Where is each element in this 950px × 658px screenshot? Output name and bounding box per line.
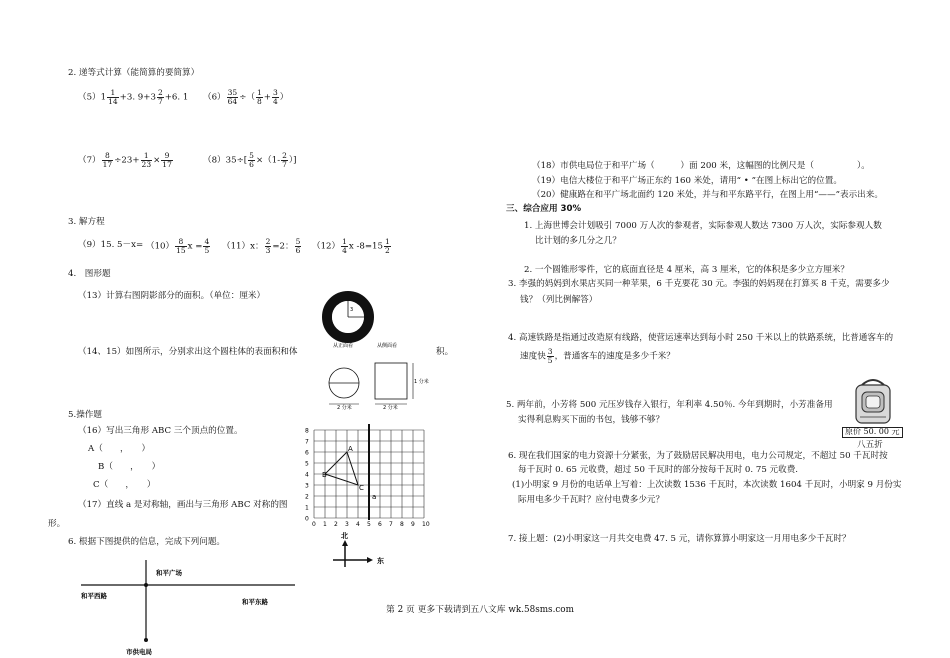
grid-x-tick-label: 3 <box>345 521 349 528</box>
power-bureau-point <box>144 638 148 642</box>
section-4-title: 4. 图形题 <box>68 269 111 279</box>
fraction: $\frac{2}{7}$ <box>157 88 163 106</box>
applied-1-line-2: 比计划的多几分之几？ <box>535 236 621 246</box>
fraction: $\frac{4}{5}$ <box>204 237 210 255</box>
fraction: $\frac{1}{2}$ <box>385 237 390 255</box>
fraction: $\frac{3}{4}$ <box>272 88 278 106</box>
applied-6-line-3: (1)小明家 9 月份的电话单上写着：上次读数 1536 千瓦时，本次读数 1604 千瓦时，小明家 9 月份实 <box>512 480 902 490</box>
applied-2: 2. 一个圆锥形零件，它的底面直径是 4 厘米，高 3 厘米，它的体积是多少立方厘米？ <box>524 265 849 275</box>
applied-6-line-4: 际用电多少千瓦时？应付电费多少元？ <box>518 495 665 505</box>
applied-3-line-1: 3. 李强的妈妈到水果店买同一种苹果，6 千克要花 30 元。李强的妈妈现在打算买 8 千克，需要多少 <box>508 279 890 289</box>
problem-14-15: （14、15）如图所示，分别求出这个圆柱体的表面积和体 <box>78 347 298 357</box>
fraction: $\frac{1}{14}$ <box>108 88 118 106</box>
compass-north-arrow <box>342 540 348 546</box>
fraction: $\frac{9}{17}$ <box>162 151 172 169</box>
grid-x-tick-label: 4 <box>356 521 360 528</box>
problem-20: （20）健康路在和平广场北面约 120 米处，并与和平东路平行，在图上用“——”表示出来。 <box>532 190 883 200</box>
applied-5-line-1: 5. 两年前，小芳将 500 元压岁钱存入银行，年利率 4.50％. 今年到期时，小芳准备用 <box>506 400 833 410</box>
section-3-title: 3. 解方程 <box>68 217 105 227</box>
problem-8: （8）35÷[ $\frac{5}{6}$ ×（1- $\frac{2}{7}$ ）] <box>203 151 297 169</box>
price-tag: 原价 50. 00 元 <box>842 427 903 438</box>
page-footer: 第 2 页 更多下载请到五八文库 wk.58sms.com <box>386 605 574 615</box>
problem-7: （7） $\frac{8}{17}$ ÷23+ $\frac{1}{23}$ × $\frac{9}{17}$ <box>78 151 172 169</box>
grid-y-tick-label: 2 <box>305 493 309 501</box>
section-5-title: 5.操作题 <box>68 410 102 420</box>
problem-13: （13）计算右图阴影部分的面积。（单位：厘米） <box>78 291 266 301</box>
grid-y-tick-label: 7 <box>305 438 309 446</box>
height-dimension-label: 1 分米 <box>414 379 429 385</box>
street-map <box>78 560 303 658</box>
fraction: $\frac{5}{6}$ <box>295 237 301 255</box>
heping-square-label: 和平广场 <box>156 569 182 577</box>
applied-5-line-2: 实得利息购买下面的书包，钱够不够？ <box>518 415 665 425</box>
point-b-blank: B（ ， ） <box>98 462 161 472</box>
applied-4-line-2: 速度快 $\frac{3}{5}$ ，普通客车的速度是多少千米？ <box>520 347 675 365</box>
grid-x-tick-label: 6 <box>378 521 382 528</box>
problem-16: （16）写出三角形 ABC 三个顶点的位置。 <box>78 426 243 436</box>
fraction: $\frac{1}{23}$ <box>141 151 152 169</box>
grid-x-tick-label: 2 <box>334 521 338 528</box>
fraction: $\frac{8}{15}$ <box>176 237 186 255</box>
grid-x-tick-label: 9 <box>411 521 415 528</box>
compass-east-label: 东 <box>377 557 384 565</box>
grid-x-tick-label: 8 <box>400 521 404 528</box>
applied-1-line-1: 1. 上海世博会计划吸引 7000 万人次的参观者，实际参观人数达 7300 万人次，实际参观人数 <box>524 221 882 231</box>
grid-y-tick-label: 0 <box>305 515 309 523</box>
backpack-image <box>852 377 894 425</box>
problem-14-15-tail: 积。 <box>436 347 454 357</box>
symmetry-axis-a-label: a <box>372 493 377 501</box>
problem-18: （18）市供电局位于和平广场（ ）面 200 米，这幅图的比例尺是（ ）。 <box>532 161 870 171</box>
problem-9: （9）15. 5－x= <box>78 240 144 250</box>
side-view-rectangle <box>375 363 407 399</box>
east-road-label: 和平东路 <box>242 598 268 606</box>
side-width-dimension-label: 2 分米 <box>383 405 398 411</box>
grid-y-tick-label: 4 <box>305 471 309 479</box>
compass-north-label: 北 <box>341 532 348 540</box>
grid-x-tick-label: 1 <box>323 521 327 528</box>
front-width-dimension-label: 2 分米 <box>337 405 352 411</box>
compass <box>330 530 390 572</box>
grid-x-tick-label: 0 <box>312 521 316 528</box>
grid-point-a-label: A <box>348 445 353 453</box>
grid-x-tick-label: 7 <box>389 521 393 528</box>
problem-6: （6） $\frac{35}{64}$ ÷（ $\frac{1}{8}$ + $\frac{3}{4}$ ） <box>203 88 289 106</box>
heping-square-point <box>144 583 148 587</box>
applied-6-line-2: 每千瓦时 0. 65 元收费，超过 50 千瓦时的部分按每千瓦时 0. 75 元收费. <box>518 465 799 475</box>
problem-11: （11）x： $\frac{2}{3}$ =2： $\frac{5}{6}$ <box>222 237 301 255</box>
ring-figure <box>322 291 378 343</box>
fraction: $\frac{2}{3}$ <box>265 237 271 255</box>
grid-point-b-label: B <box>322 471 327 479</box>
fraction: $\frac{35}{64}$ <box>227 88 238 106</box>
applied-3-line-2: 钱？（列比例解答） <box>520 295 598 305</box>
power-bureau-label: 市供电局 <box>126 648 152 656</box>
fraction: $\frac{1}{4}$ <box>342 237 347 255</box>
problem-5: （5）1 $\frac{1}{14}$ +3. 9+3 $\frac{2}{7}$ +6. 1 <box>78 88 189 106</box>
grid-y-tick-label: 6 <box>305 449 309 457</box>
applied-7: 7. 接上题：(2)小明家这一月共交电费 47. 5 元，请你算算小明家这一月用电多少千瓦时？ <box>508 534 851 544</box>
coordinate-grid <box>300 415 430 527</box>
backpack-handle <box>862 380 884 385</box>
grid-x-tick-label: 5 <box>367 521 371 528</box>
grid-y-tick-label: 3 <box>305 482 309 490</box>
grid-point-c-label: C <box>359 484 364 492</box>
discount-label: 八五折 <box>857 440 883 450</box>
grid-y-tick-label: 5 <box>305 460 309 468</box>
point-a-blank: A（ ， ） <box>88 444 151 454</box>
fraction: $\frac{3}{5}$ <box>547 347 553 365</box>
problem-10: （10） $\frac{8}{15}$ x = $\frac{4}{5}$ <box>146 237 210 255</box>
fraction: $\frac{2}{7}$ <box>282 151 287 169</box>
problem-17-tail: 形。 <box>48 519 66 529</box>
problem-17: （17）直线 a 是对称轴，画出与三角形 ABC 对称的图 <box>78 500 288 510</box>
problem-19: （19）电信大楼位于和平广场正东约 160 米处，请用“ • ”在图上标出它的位置。 <box>532 176 842 186</box>
section-2-title: 2. 递等式计算（能简算的要简算） <box>68 68 200 78</box>
grid-x-tick-label: 10 <box>422 521 430 528</box>
grid-y-tick-label: 8 <box>305 427 309 435</box>
grid-y-tick-label: 1 <box>305 504 309 512</box>
fraction: $\frac{1}{8}$ <box>257 88 262 106</box>
cylinder-views <box>323 338 433 410</box>
fraction: $\frac{8}{17}$ <box>102 151 113 169</box>
triangle-abc <box>325 452 358 485</box>
applied-6-line-1: 6. 现在我们国家的电力资源十分紧张，为了鼓励居民解决用电，电力公司规定，不超过 50 千瓦时按 <box>508 451 888 461</box>
point-c-blank: C（ ， ） <box>93 480 156 490</box>
fraction: $\frac{5}{6}$ <box>249 151 254 169</box>
problem-12: （12） $\frac{1}{4}$ x -8=15 $\frac{1}{2}$ <box>312 237 390 255</box>
compass-east-arrow <box>367 557 373 563</box>
section-3-applied-title: 三、综合应用 30% <box>506 204 582 214</box>
side-view-label: 从侧面看 <box>377 343 398 349</box>
backpack-inner-pocket <box>866 396 880 408</box>
applied-4-line-1: 4. 高速铁路是指通过改造原有线路，使营运速率达到每小时 250 千米以上的铁路系统，比普通客车的 <box>508 333 894 343</box>
section-6-title: 6. 根据下图提供的信息，完成下列问题。 <box>68 537 226 547</box>
ring-dimension-label: 3 <box>350 307 354 313</box>
front-view-label: 从正面看 <box>333 343 354 349</box>
west-road-label: 和平西路 <box>81 592 107 600</box>
